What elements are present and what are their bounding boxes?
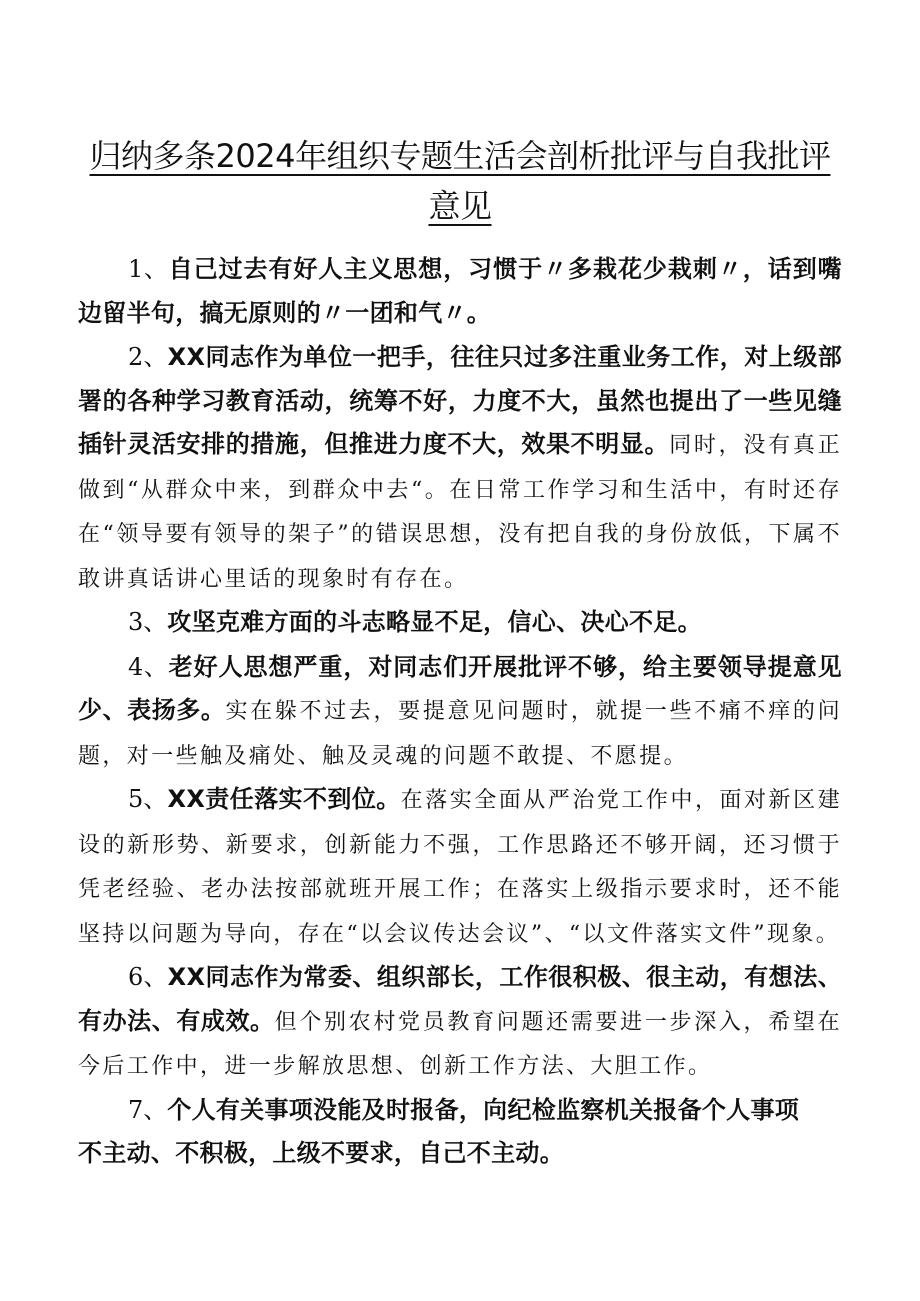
paragraph-number: 2、 [128, 343, 168, 371]
title-line-1: 归纳多条2024年组织专题生活会剖析批评与自我批评 [89, 137, 831, 176]
paragraph-bold-text: XX同志作为单位一把手，往往只过多注重业务工作，对上级部署的各种学习教育活动，统筹不好，力度不大，虽然也提出了一些见缝插针灵活安排的措施，但推进力度不大，效果不明显。 [78, 343, 842, 458]
title-line-2: 意见 [428, 187, 492, 226]
paragraph-number: 4、 [128, 652, 169, 681]
paragraph-bold-text: 攻坚克难方面的斗志略显不足，信心、决心不足。 [167, 608, 702, 636]
paragraph-7-line-1 [78, 1089, 842, 1133]
paragraph-regular-text: 但个别农村党员教育问题还需要进一步深入，希望在今后工作中，进一步解放思想、创新工作方法、大胆工作。 [78, 1009, 842, 1079]
paragraph-3 [78, 601, 842, 646]
paragraph-bold-text: 老好人思想严重，对同志们开展批评不够，给主要领导提意见少、表扬多。 [78, 652, 842, 724]
paragraph-number: 6、 [128, 963, 168, 991]
paragraph-4 [78, 646, 842, 779]
paragraph-regular-text: 在落实全面从严治党工作中，面对新区建设的新形势、新要求，创新能力不强，工作思路还不够开阔，还习惯于凭老经验、老办法按部就班开展工作；在落实上级指示要求时，还不能坚持以问题为导向，存在“以会议传达会议”、“以文件落实文件”现象。 [78, 788, 842, 947]
paragraph-7-line-2 [78, 1132, 842, 1176]
document-body [78, 248, 842, 1176]
paragraph-bold-text: 不主动、不积极，上级不要求，自己不主动。 [78, 1139, 564, 1167]
paragraph-regular-text: 同时，没有真正做到“从群众中来，到群众中去“。在日常工作学习和生活中，有时还存在“领导要有领导的架子”的错误思想，没有把自我的身份放低，下属不敢讲真话讲心里话的现象时有存在。 [78, 433, 842, 592]
paragraph-6 [78, 956, 842, 1089]
paragraph-number: 1、 [128, 255, 169, 283]
paragraph-1 [78, 248, 842, 336]
paragraph-number: 7、 [128, 1095, 168, 1124]
paragraph-bold-text: XX责任落实不到位。 [167, 785, 401, 813]
paragraph-number: 5、 [128, 785, 168, 813]
paragraph-5 [78, 778, 842, 956]
paragraph-bold-text: XX同志作为常委、组织部长，工作很积极、很主动，有想法、有办法、有成效。 [78, 963, 842, 1035]
document-title [70, 131, 850, 231]
paragraph-2 [78, 336, 842, 601]
paragraph-number: 3、 [128, 608, 168, 636]
paragraph-bold-text: 个人有关事项没能及时报备，向纪检监察机关报备个人事项 [167, 1095, 800, 1124]
paragraph-regular-text: 实在躲不过去，要提意见问题时，就提一些不痛不痒的问题，对一些触及痛处、触及灵魂的问题不敢提、不愿提。 [78, 699, 842, 769]
paragraph-bold-text: 自己过去有好人主义思想，习惯于〃多栽花少栽刺〃，话到嘴边留半句，搞无原则的〃一团和气〃。 [78, 255, 842, 327]
